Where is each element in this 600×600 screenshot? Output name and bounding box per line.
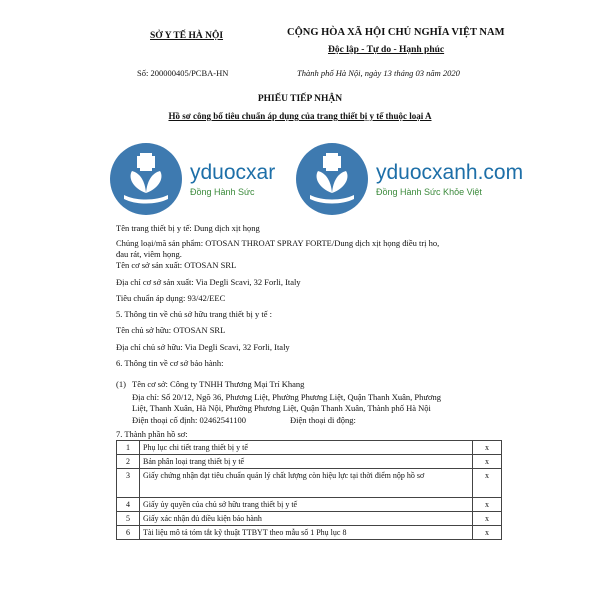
owner-address: Địa chỉ chủ sở hữu: Via Degli Scavi, 32 Forli, Italy [116, 342, 290, 352]
warranty-index: (1) [116, 379, 126, 389]
warranty-address-2: Liệt, Thanh Xuân, Hà Nội, Phường Phương Liệt, Quận Thanh Xuân, Thành phố Hà Nội [132, 403, 431, 413]
manufacturer-address: Địa chỉ cơ sở sản xuất: Via Degli Scavi, 32 Forli, Italy [116, 277, 301, 287]
mobile-phone: Điện thoại di động: [290, 415, 356, 425]
nation-title: CỘNG HÒA XÃ HỘI CHỦ NGHĨA VIỆT NAM [287, 27, 505, 38]
owner-name: Tên chủ sở hữu: OTOSAN SRL [116, 325, 226, 335]
table-row: 4 Giấy ủy quyền của chủ sở hữu trang thiết bị y tế x [117, 498, 502, 512]
place-date: Thành phố Hà Nội, ngày 13 tháng 03 năm 2020 [297, 68, 460, 78]
watermark-brand: yduocxanh.com [376, 161, 524, 184]
watermark-brand: yduocxar [190, 161, 276, 184]
applied-standard: Tiêu chuẩn áp dụng: 93/42/EEC [116, 293, 226, 303]
agency-name: SỞ Y TẾ HÀ NỘI [150, 31, 224, 41]
document-number: Số: 200000405/PCBA-HN [137, 68, 229, 78]
components-heading: 7. Thành phần hồ sơ: [116, 429, 188, 439]
table-row: 6 Tài liệu mô tả tóm tắt kỹ thuật TTBYT theo mẫu số 1 Phụ lục 8 x [117, 526, 502, 540]
warranty-name: Tên cơ sở: Công ty TNHH Thương Mại Trí Khang [132, 379, 305, 389]
category-line-1: Chủng loại/mã sản phẩm: OTOSAN THROAT SPRAY FORTE/Dung dịch xịt họng điều trị ho, [116, 238, 440, 248]
manufacturer: Tên cơ sở sản xuất: OTOSAN SRL [116, 260, 237, 270]
warranty-address-1: Địa chỉ: Số 20/12, Ngõ 36, Phương Liệt, Phường Phương Liệt, Quận Thanh Xuân, Phương [132, 392, 441, 402]
leaf-hand-icon [110, 143, 182, 215]
watermark-tagline: Đồng Hành Sức Khỏe Việt [376, 187, 482, 197]
table-row: 5 Giấy xác nhận đủ điều kiện bảo hành x [117, 512, 502, 526]
fixed-phone: Điện thoại cố định: 02462541100 [132, 415, 246, 425]
device-name: Tên trang thiết bị y tế: Dung dịch xịt họng [116, 223, 260, 233]
table-row: 2 Bản phân loại trang thiết bị y tế x [117, 455, 502, 469]
category-line-2: đau rát, viêm họng. [116, 249, 182, 259]
leaf-hand-icon [296, 143, 368, 215]
watermark-tagline: Đồng Hành Sức [190, 187, 255, 197]
watermark-logo-right [296, 143, 523, 215]
motto: Độc lập - Tự do - Hạnh phúc [328, 45, 445, 55]
components-table [116, 440, 502, 540]
document-title: PHIẾU TIẾP NHẬN [257, 94, 343, 104]
table-row: 3 Giấy chứng nhận đạt tiêu chuẩn quản lý chất lượng còn hiệu lực tại thời điểm nộp hồ sơ x [117, 469, 502, 498]
warranty-heading: 6. Thông tin về cơ sở bảo hành: [116, 358, 224, 368]
table-row: 1 Phụ lục chi tiết trang thiết bị y tế x [117, 441, 502, 455]
document-subtitle: Hồ sơ công bố tiêu chuẩn áp dụng của trang thiết bị y tế thuộc loại A [168, 111, 432, 121]
owner-heading: 5. Thông tin về chủ sở hữu trang thiết bị y tế : [116, 309, 273, 319]
